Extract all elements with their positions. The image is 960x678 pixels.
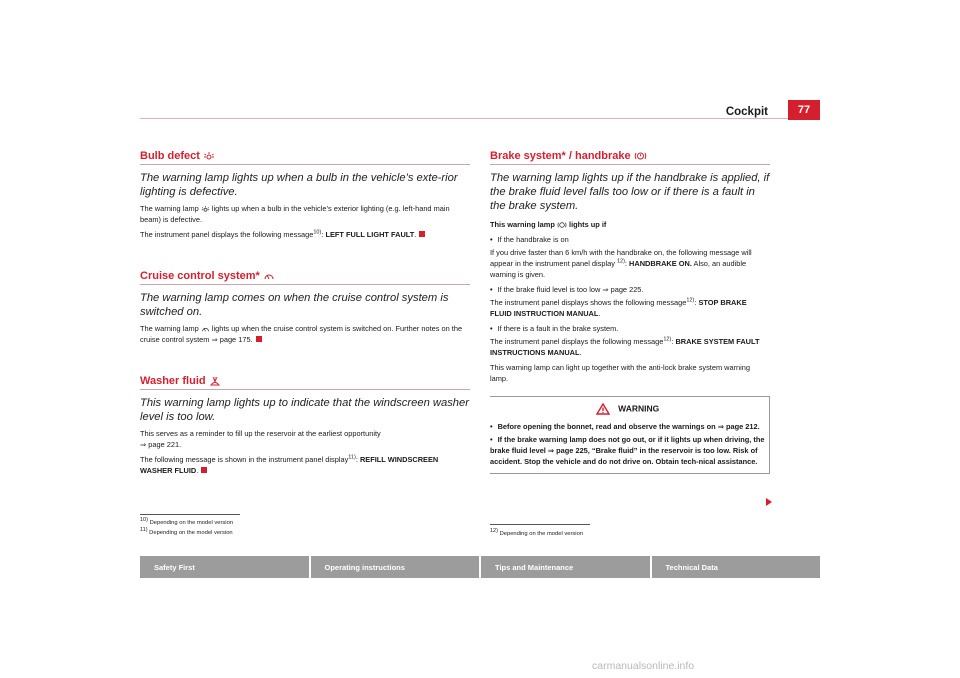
display-message: HANDBRAKE ON. bbox=[629, 259, 692, 268]
body-text: If you drive faster than 6 km/h with the handbrake on, the following message will appear in the instrument panel display $^{12)}$: HANDBRAKE ON. Also, an audible warning is given. bbox=[490, 248, 752, 279]
left-column bbox=[140, 150, 470, 480]
body-text: The following message is shown in the instrument panel display$^{11)}$: REFILL WINDSCREEN WASHER FLUID. bbox=[140, 454, 439, 475]
section-heading: Cruise control system* bbox=[140, 270, 470, 285]
page-reference[interactable]: ⇒ page 175. bbox=[211, 335, 253, 344]
footer-tab-technical-data[interactable]: Technical Data bbox=[652, 556, 821, 578]
lead-text: The warning lamp lights up if the handbrake is applied, if the brake fluid level falls too low or if there is a fault in the brake system. bbox=[490, 172, 770, 212]
lead-text: This warning lamp lights up to indicate that the windscreen washer level is too low. bbox=[140, 397, 469, 423]
washer-fluid-icon bbox=[209, 376, 221, 387]
brake-warning-icon bbox=[634, 151, 647, 161]
display-message: BRAKE SYSTEM FAULT INSTRUCTIONS MANUAL bbox=[490, 337, 760, 357]
body-text: This serves as a reminder to fill up the reservoir at the earliest opportunity ⇒ page 221. bbox=[140, 429, 381, 449]
lead-text: The warning lamp comes on when the cruise control system is switched on. bbox=[140, 292, 449, 318]
section-heading: Bulb defect bbox=[140, 150, 470, 165]
footnote-12: $^{12)}$ Depending on the model version bbox=[490, 528, 584, 537]
brake-warning-icon bbox=[557, 221, 567, 229]
list-item: • If there is a fault in the brake system. bbox=[490, 323, 770, 334]
body-text: This warning lamp can light up together with the anti-lock brake system warning lamp. bbox=[490, 363, 751, 383]
lead-text: The warning lamp lights up when a bulb in the vehicle’s exte-rior lighting is defective. bbox=[140, 172, 458, 198]
end-marker bbox=[201, 467, 207, 473]
body-text: The instrument panel displays the following message$^{10)}$: LEFT FULL LIGHT FAULT. bbox=[140, 229, 470, 240]
body-text: The instrument panel displays shows the following message$^{12)}$: STOP BRAKE FLUID INSTRUCTION MANUAL. bbox=[490, 297, 747, 318]
page-header-title: Cockpit bbox=[725, 106, 768, 118]
end-marker bbox=[256, 336, 262, 342]
section-brake-system bbox=[490, 150, 770, 474]
page-reference[interactable]: ⇒ page 221. bbox=[140, 440, 182, 449]
display-message: LEFT FULL LIGHT FAULT bbox=[325, 230, 415, 239]
next-page-arrow-icon[interactable] bbox=[766, 498, 772, 506]
footnote-rule bbox=[490, 524, 590, 525]
body-text: The warning lamp lights up when a bulb in the vehicle’s exterior lighting (e.g. left-hand main beam) is defective. bbox=[140, 204, 450, 224]
footnote-11: $^{11)}$ Depending on the model version bbox=[140, 527, 233, 536]
footer-nav bbox=[140, 556, 820, 578]
list-item: • If the brake fluid level is too low ⇒ page 225. bbox=[490, 284, 770, 295]
warning-triangle-icon bbox=[596, 403, 610, 415]
page-number: 77 bbox=[788, 100, 820, 120]
bulb-warning-icon bbox=[201, 205, 210, 213]
footer-tab-operating-instructions[interactable]: Operating instructions bbox=[311, 556, 480, 578]
display-message: STOP BRAKE FLUID INSTRUCTION MANUAL bbox=[490, 298, 747, 318]
header-rule bbox=[140, 118, 820, 119]
footnote-rule bbox=[140, 514, 240, 515]
warning-heading: WARNING bbox=[490, 403, 765, 415]
section-bulb-defect bbox=[140, 150, 470, 240]
footer-tab-safety-first[interactable]: Safety First bbox=[140, 556, 309, 578]
display-message: REFILL WINDSCREEN WASHER FLUID bbox=[140, 455, 439, 475]
warning-item: • If the brake warning lamp does not go out, or if it lights up when driving, the brake fluid level ⇒ page 225, “Brake fluid” in the reservoir is too low. Risk of accident. Stop the vehicle and do not drive on. Obtain tech-nical assistance. bbox=[490, 434, 765, 467]
speedometer-icon bbox=[263, 271, 275, 281]
section-heading: Washer fluid bbox=[140, 375, 470, 390]
body-text: The warning lamp lights up when the cruise control system is switched on. Further notes on the cruise control system ⇒ page 175. bbox=[140, 324, 463, 344]
right-column bbox=[490, 150, 770, 474]
speedometer-icon bbox=[201, 325, 210, 333]
list-item: • If the handbrake is on bbox=[490, 234, 770, 245]
body-text: The instrument panel displays the following message$^{12)}$: BRAKE SYSTEM FAULT INSTRUCTIONS MANUAL. bbox=[490, 336, 760, 357]
watermark: carmanualsonline.info bbox=[592, 660, 695, 672]
section-heading: Brake system* / handbrake bbox=[490, 150, 770, 165]
footer-tab-tips-and-maintenance[interactable]: Tips and Maintenance bbox=[481, 556, 650, 578]
section-washer-fluid bbox=[140, 375, 470, 476]
footnote-10: $^{10)}$ Depending on the model version bbox=[140, 517, 234, 526]
section-cruise-control bbox=[140, 270, 470, 345]
warning-item: • Before opening the bonnet, read and observe the warnings on ⇒ page 212. bbox=[490, 421, 765, 432]
bulb-warning-icon bbox=[203, 151, 215, 161]
warning-box bbox=[490, 396, 770, 474]
end-marker bbox=[419, 231, 425, 237]
subheading: This warning lamp lights up if bbox=[490, 220, 607, 229]
